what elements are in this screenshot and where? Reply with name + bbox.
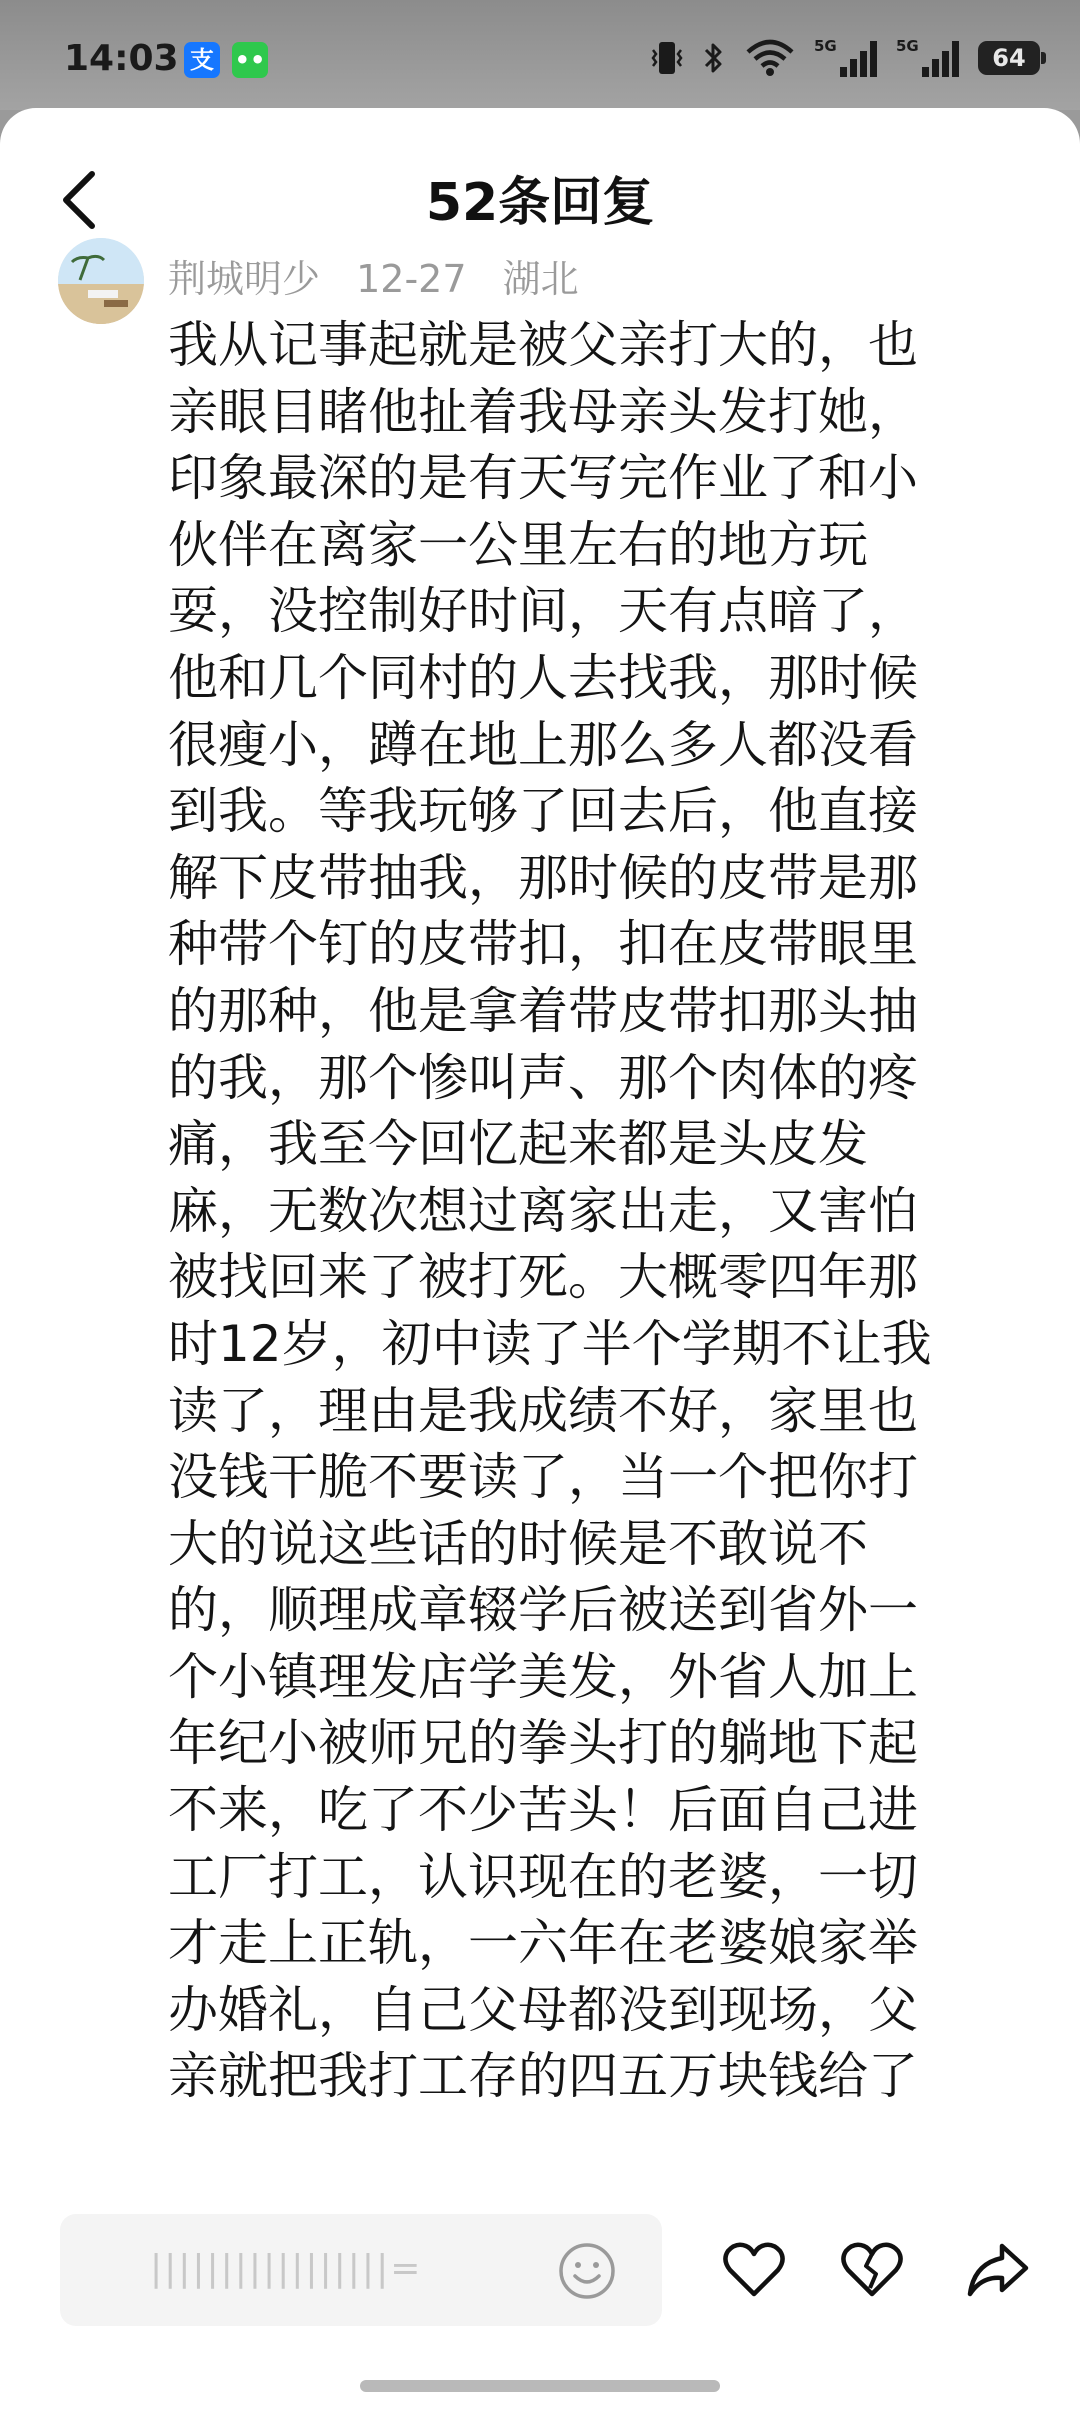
comment-line: 办婚礼，自己父母都没到现场，父 bbox=[168, 1980, 918, 2039]
signal-5g-icon bbox=[814, 37, 878, 79]
svg-text:5G: 5G bbox=[896, 37, 919, 55]
comment-line: 年纪小被师兄的拳头打的躺地下起 bbox=[168, 1714, 918, 1773]
comment-line: 痛，我至今回忆起来都是头皮发 bbox=[168, 1115, 868, 1174]
signal-5g-icon bbox=[896, 37, 960, 79]
comment-line: 的那种，他是拿着带皮带扣那头抽 bbox=[168, 981, 918, 1040]
comment-line: 读了，理由是我成绩不好，家里也 bbox=[168, 1381, 918, 1440]
wechat-icon: •• bbox=[232, 42, 268, 78]
comment-line: 耍，没控制好时间，天有点暗了， bbox=[168, 582, 918, 641]
page-title: 52条回复 bbox=[425, 173, 655, 233]
comment-line: 很瘦小，蹲在地上那么多人都没看 bbox=[168, 715, 918, 774]
heart-icon[interactable] bbox=[720, 2236, 788, 2304]
comment-date: 12-27 bbox=[356, 257, 467, 301]
comment-line: 个小镇理发店学美发，外省人加上 bbox=[168, 1647, 918, 1706]
vibrate-icon bbox=[650, 38, 684, 78]
comment-line: 亲就把我打工存的四五万块钱给了 bbox=[168, 2047, 918, 2106]
alipay-icon: 支 bbox=[184, 42, 220, 78]
svg-text:5G: 5G bbox=[814, 37, 837, 55]
status-time: 14:03 bbox=[64, 38, 179, 79]
replies-sheet bbox=[0, 108, 1080, 2412]
comment-line: 种带个钉的皮带扣，扣在皮带眼里 bbox=[168, 915, 918, 974]
comment-line: 印象最深的是有天写完作业了和小 bbox=[168, 449, 918, 508]
author-name[interactable]: 荆城明少 bbox=[168, 257, 321, 301]
battery-indicator: 64 bbox=[978, 41, 1040, 75]
comment-line: 被找回来了被打死。大概零四年那 bbox=[168, 1248, 918, 1307]
comment-line: 时12岁，初中读了半个学期不让我 bbox=[168, 1314, 932, 1373]
comment-line: 伙伴在离家一公里左右的地方玩 bbox=[168, 515, 868, 574]
comment-line: 到我。等我玩够了回去后，他直接 bbox=[168, 782, 918, 841]
status-bar bbox=[0, 0, 1080, 110]
comment-line: 才走上正轨，一六年在老婆娘家举 bbox=[168, 1914, 918, 1973]
beach-avatar-icon bbox=[58, 238, 144, 324]
emoji-smile-icon[interactable] bbox=[556, 2240, 618, 2302]
comment-location: 湖北 bbox=[502, 257, 579, 301]
reply-input-placeholder: |||||||||||||||||= bbox=[150, 2248, 423, 2289]
status-icons bbox=[650, 36, 1040, 80]
comment-line: 的我，那个惨叫声、那个肉体的疼 bbox=[168, 1048, 918, 1107]
comment-meta bbox=[168, 248, 603, 303]
share-icon[interactable] bbox=[964, 2236, 1032, 2304]
comment-line: 的，顺理成章辍学后被送到省外一 bbox=[168, 1581, 918, 1640]
wifi-icon bbox=[744, 38, 796, 78]
comment-line: 大的说这些话的时候是不敢说不 bbox=[168, 1514, 868, 1573]
comment-line: 解下皮带抽我，那时候的皮带是那 bbox=[168, 848, 918, 907]
comment-line: 他和几个同村的人去找我，那时候 bbox=[168, 648, 918, 707]
comment-line: 工厂打工，认识现在的老婆，一切 bbox=[168, 1847, 918, 1906]
comment-line: 没钱干脆不要读了，当一个把你打 bbox=[168, 1448, 918, 1507]
avatar[interactable] bbox=[58, 238, 144, 324]
bluetooth-icon bbox=[702, 38, 726, 78]
home-indicator[interactable] bbox=[360, 2380, 720, 2392]
comment-line: 麻，无数次想过离家出走，又害怕 bbox=[168, 1181, 918, 1240]
comment-line: 亲眼目睹他扯着我母亲头发打她， bbox=[168, 382, 918, 441]
comment-line: 我从记事起就是被父亲打大的，也 bbox=[168, 316, 918, 374]
broken-heart-icon[interactable] bbox=[838, 2236, 906, 2304]
comment-body bbox=[168, 312, 988, 2110]
comment-line: 不来，吃了不少苦头！后面自己进 bbox=[168, 1781, 918, 1840]
